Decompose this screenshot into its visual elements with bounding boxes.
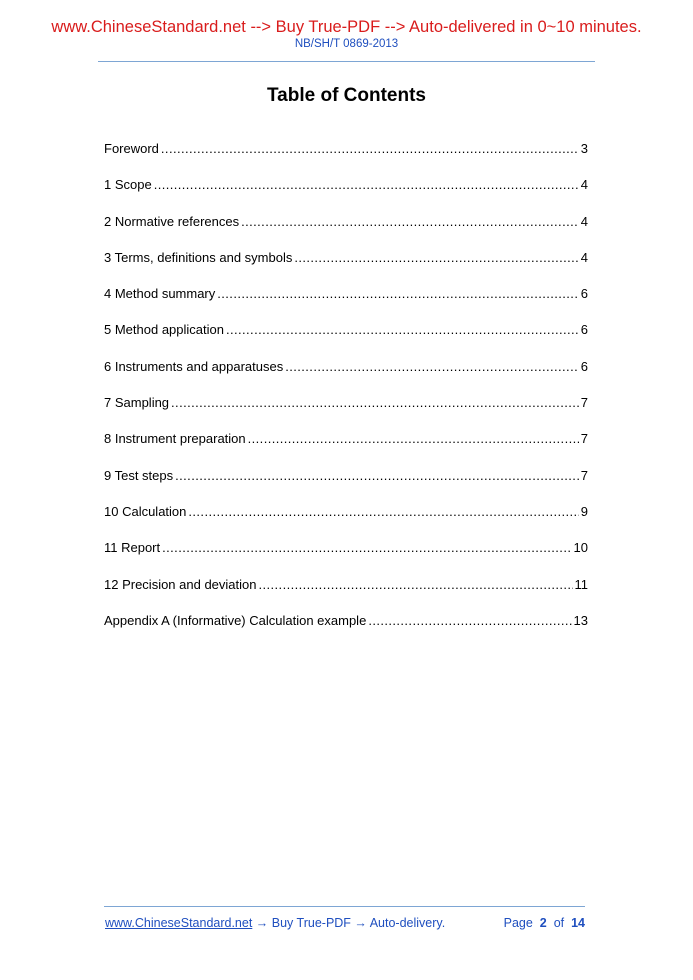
toc-entry-label: 2 Normative references [104,213,240,229]
toc-entry[interactable] [104,504,588,540]
promo-banner[interactable]: www.ChineseStandard.net --> Buy True-PDF --> Auto-delivered in 0~10 minutes. [51,18,642,36]
toc-entry-page: 10 [573,540,588,556]
dot-leader [171,395,579,410]
dot-leader [175,468,579,483]
page-word: Page [503,916,533,930]
toc-entry[interactable] [104,613,588,649]
dot-leader [259,577,573,592]
table-of-contents [104,141,588,649]
toc-entry-label: Appendix A (Informative) Calculation example [104,612,367,628]
toc-entry-page: 6 [580,358,588,374]
toc-entry-page: 7 [580,395,588,411]
toc-entry[interactable] [104,395,588,431]
dot-leader [217,286,579,301]
toc-entry[interactable] [104,141,588,177]
toc-entry-page: 7 [580,467,588,483]
toc-entry-label: 10 Calculation [104,503,187,519]
toc-entry-page: 4 [580,213,588,229]
toc-entry[interactable] [104,322,588,358]
toc-entry-label: 3 Terms, definitions and symbols [104,249,293,265]
dot-leader [285,359,579,374]
toc-entry-page: 7 [580,431,588,447]
toc-entry[interactable] [104,177,588,213]
toc-entry-page: 11 [574,576,588,592]
toc-entry-label: 12 Precision and deviation [104,576,257,592]
toc-entry[interactable] [104,359,588,395]
toc-entry-label: 9 Test steps [104,467,174,483]
toc-entry-label: 11 Report [104,540,161,556]
toc-entry[interactable] [104,214,588,250]
footer-promo [105,916,445,930]
footer-divider [104,906,585,907]
footer-tagline: → Buy True-PDF → Auto-delivery. [252,916,446,930]
dot-leader [188,504,578,519]
toc-entry-label: 4 Method summary [104,286,216,302]
toc-entry-page: 4 [580,249,588,265]
of-word: of [553,916,565,930]
dot-leader [161,141,579,156]
toc-entry-label: Foreword [104,141,159,156]
dot-leader [162,540,571,555]
toc-entry-page: 6 [580,286,588,302]
toc-entry-page: 13 [573,612,588,628]
toc-entry-label: 1 Scope [104,177,152,193]
toc-entry[interactable] [104,540,588,576]
dot-leader [154,177,579,192]
toc-entry-label: 7 Sampling [104,395,170,411]
toc-entry[interactable] [104,577,588,613]
toc-entry-label: 5 Method application [104,322,224,338]
toc-entry-page: 3 [580,141,588,156]
dot-leader [226,322,579,337]
footer-site-link[interactable]: www.ChineseStandard.net [105,916,253,930]
dot-leader [248,431,579,446]
standard-number: NB/SH/T 0869-2013 [294,38,399,50]
dot-leader [368,613,571,628]
current-page-number: 2 [539,916,547,930]
header-divider [98,61,595,62]
toc-entry-page: 9 [580,503,588,519]
toc-entry-page: 4 [580,177,588,193]
toc-entry[interactable] [104,431,588,467]
page-indicator [504,916,585,930]
total-pages-number: 14 [571,916,585,930]
toc-title: Table of Contents [266,85,427,106]
toc-entry[interactable] [104,286,588,322]
toc-entry[interactable] [104,250,588,286]
toc-entry[interactable] [104,468,588,504]
dot-leader [241,214,579,229]
toc-entry-label: 6 Instruments and apparatuses [104,358,284,374]
dot-leader [294,250,578,265]
toc-entry-page: 6 [580,322,588,338]
toc-entry-label: 8 Instrument preparation [104,431,246,447]
